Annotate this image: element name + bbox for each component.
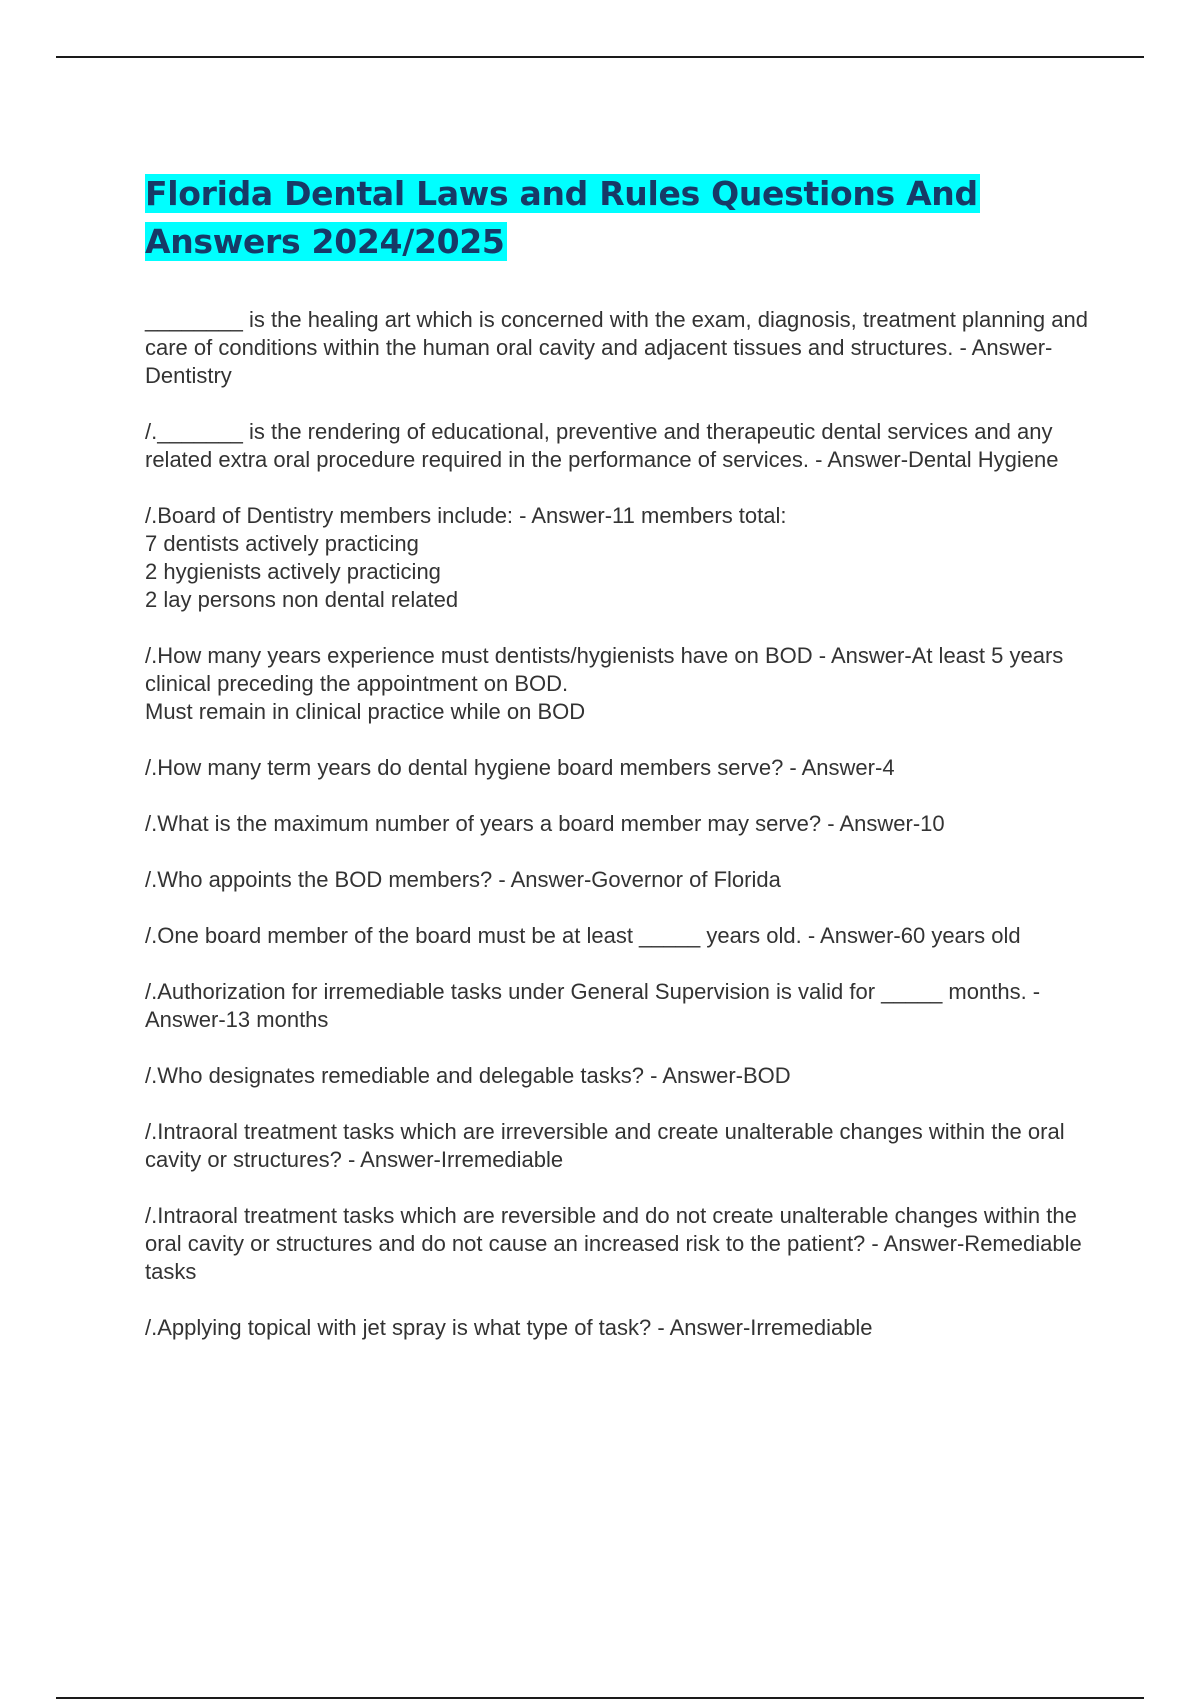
qa-item-line: /.What is the maximum number of years a board member may serve? - Answer-10 (145, 811, 945, 836)
qa-item-line: /.Board of Dentistry members include: - Answer-11 members total: (145, 503, 787, 528)
qa-item (145, 418, 1095, 474)
qa-item-line: Must remain in clinical practice while on BOD (145, 699, 586, 724)
qa-item-line: /.How many years experience must dentists/hygienists have on BOD - Answer-At least 5 years clinical preceding the appointment on BOD. (145, 643, 1064, 696)
qa-item-line: /.Authorization for irremediable tasks under General Supervision is valid for _____ months. - Answer-13 months (145, 979, 1041, 1032)
qa-item (145, 642, 1095, 726)
qa-item-line: /.Applying topical with jet spray is what type of task? - Answer-Irremediable (145, 1315, 873, 1340)
qa-item-line: /.Intraoral treatment tasks which are reversible and do not create unalterable changes within the oral cavity or structures and do not cause an increased risk to the patient? - Answer-Remediable tasks (145, 1203, 1082, 1284)
document-body (145, 170, 1095, 1370)
qa-item-line: /.How many term years do dental hygiene board members serve? - Answer-4 (145, 755, 895, 780)
qa-item (145, 978, 1095, 1034)
qa-item (145, 306, 1095, 390)
qa-item-line: 2 lay persons non dental related (145, 587, 459, 612)
qa-item (145, 1118, 1095, 1174)
qa-item (145, 754, 1095, 782)
qa-item-line: /.One board member of the board must be at least _____ years old. - Answer-60 years old (145, 923, 1021, 948)
qa-item-line: /._______ is the rendering of educational, preventive and therapeutic dental services and any related extra oral procedure required in the performance of services. - Answer-Dental Hygiene (145, 419, 1059, 472)
qa-item (145, 922, 1095, 950)
qa-item (145, 866, 1095, 894)
header-rule (56, 56, 1144, 58)
qa-item-line: /.Who designates remediable and delegable tasks? - Answer-BOD (145, 1063, 791, 1088)
qa-list (145, 306, 1095, 1342)
footer-rule (56, 1697, 1144, 1699)
qa-item (145, 1314, 1095, 1342)
qa-item (145, 1202, 1095, 1286)
qa-item-line: 2 hygienists actively practicing (145, 559, 441, 584)
qa-item (145, 810, 1095, 838)
document-title (145, 170, 1095, 266)
qa-item (145, 502, 1095, 614)
qa-item-line: 7 dentists actively practicing (145, 531, 419, 556)
qa-item-line: /.Who appoints the BOD members? - Answer-Governor of Florida (145, 867, 781, 892)
document-title-text: Florida Dental Laws and Rules Questions And Answers 2024/2025 (145, 174, 978, 261)
qa-item-line: ________ is the healing art which is concerned with the exam, diagnosis, treatment planning and care of conditions within the human oral cavity and adjacent tissues and structures. - Answer-Dentistry (145, 307, 1088, 388)
qa-item (145, 1062, 1095, 1090)
qa-item-line: /.Intraoral treatment tasks which are irreversible and create unalterable changes within the oral cavity or structures? - Answer-Irremediable (145, 1119, 1065, 1172)
